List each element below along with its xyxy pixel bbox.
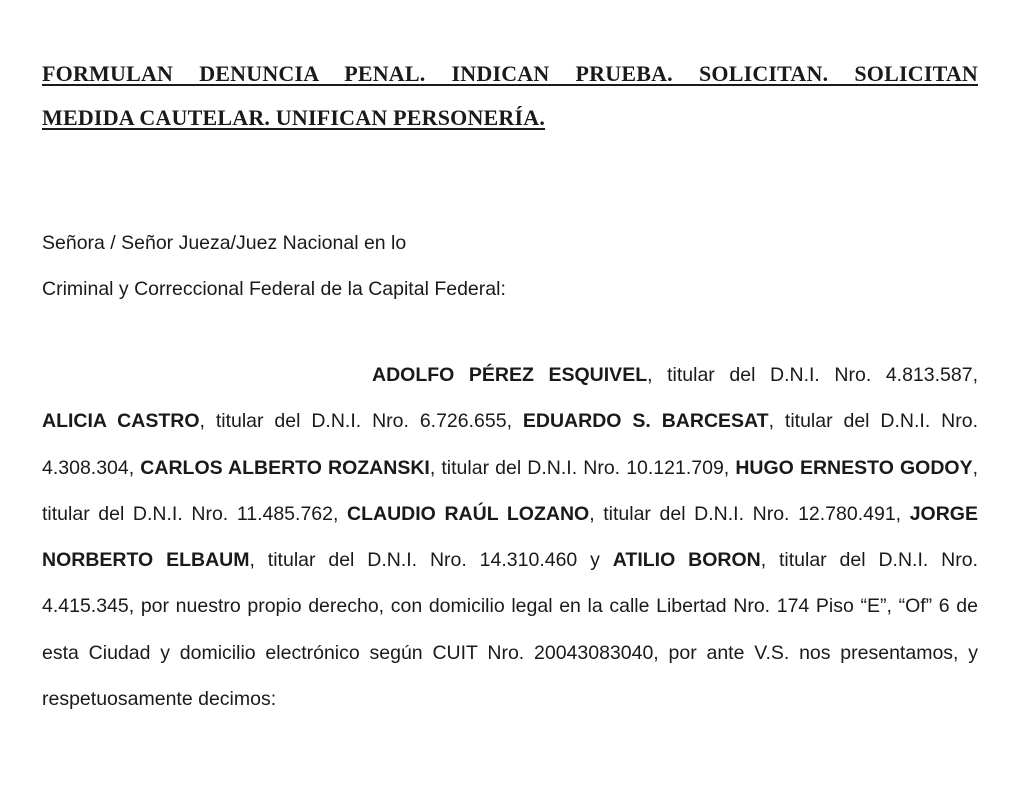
name-alicia-castro: ALICIA CASTRO	[42, 410, 200, 433]
name-adolfo-perez-esquivel: ADOLFO PÉREZ ESQUIVEL	[372, 364, 648, 386]
title-line-2: MEDIDA CAUTELAR. UNIFICAN PERSONERÍA.	[42, 105, 546, 130]
name-claudio-lozano: CLAUDIO RAÚL LOZANO	[347, 502, 590, 525]
name-jorge-elbaum: JORGE NORBERTO ELBAUM	[42, 502, 978, 572]
body-paragraph	[42, 352, 978, 722]
document-title	[42, 52, 978, 140]
addressee-line-2: Criminal y Correccional Federal de la Capital Federal:	[42, 278, 506, 300]
paragraph-text: , titular del D.N.I. Nro. 12.780.491,	[589, 502, 910, 525]
paragraph-text: , titular del D.N.I. Nro. 11.485.762,	[42, 456, 978, 525]
paragraph-text: , titular del D.N.I. Nro. 4.308.304,	[42, 410, 978, 479]
name-eduardo-barcesat: EDUARDO S. BARCESAT	[522, 410, 769, 433]
paragraph-text: , titular del D.N.I. Nro. 6.726.655,	[199, 410, 523, 433]
paragraph-text: , titular del D.N.I. Nro. 10.121.709,	[429, 456, 736, 479]
paragraph-text: , titular del D.N.I. Nro. 4.415.345, por nuestro propio derecho, con domicilio legal en la calle Libertad Nro. 174 Piso “E”, “Of” 6 de esta Ciudad y domicilio electrónico según CUIT Nro. 20043083040, por ante V.S. nos presentamos, y respetuosamente decimos:	[42, 549, 978, 711]
paragraph-text: , titular del D.N.I. Nro. 14.310.460 y	[249, 549, 613, 572]
addressee	[42, 220, 506, 312]
paragraph-text: , titular del D.N.I. Nro. 4.813.587,	[647, 364, 978, 386]
name-atilio-boron: ATILIO BORON	[612, 549, 761, 572]
addressee-line-1: Señora / Señor Jueza/Juez Nacional en lo	[42, 232, 407, 254]
name-carlos-rozanski: CARLOS ALBERTO ROZANSKI	[140, 456, 430, 479]
title-line-1: FORMULAN DENUNCIA PENAL. INDICAN PRUEBA. SOLICITAN. SOLICITAN	[42, 61, 978, 86]
name-hugo-godoy: HUGO ERNESTO GODOY	[735, 456, 973, 479]
